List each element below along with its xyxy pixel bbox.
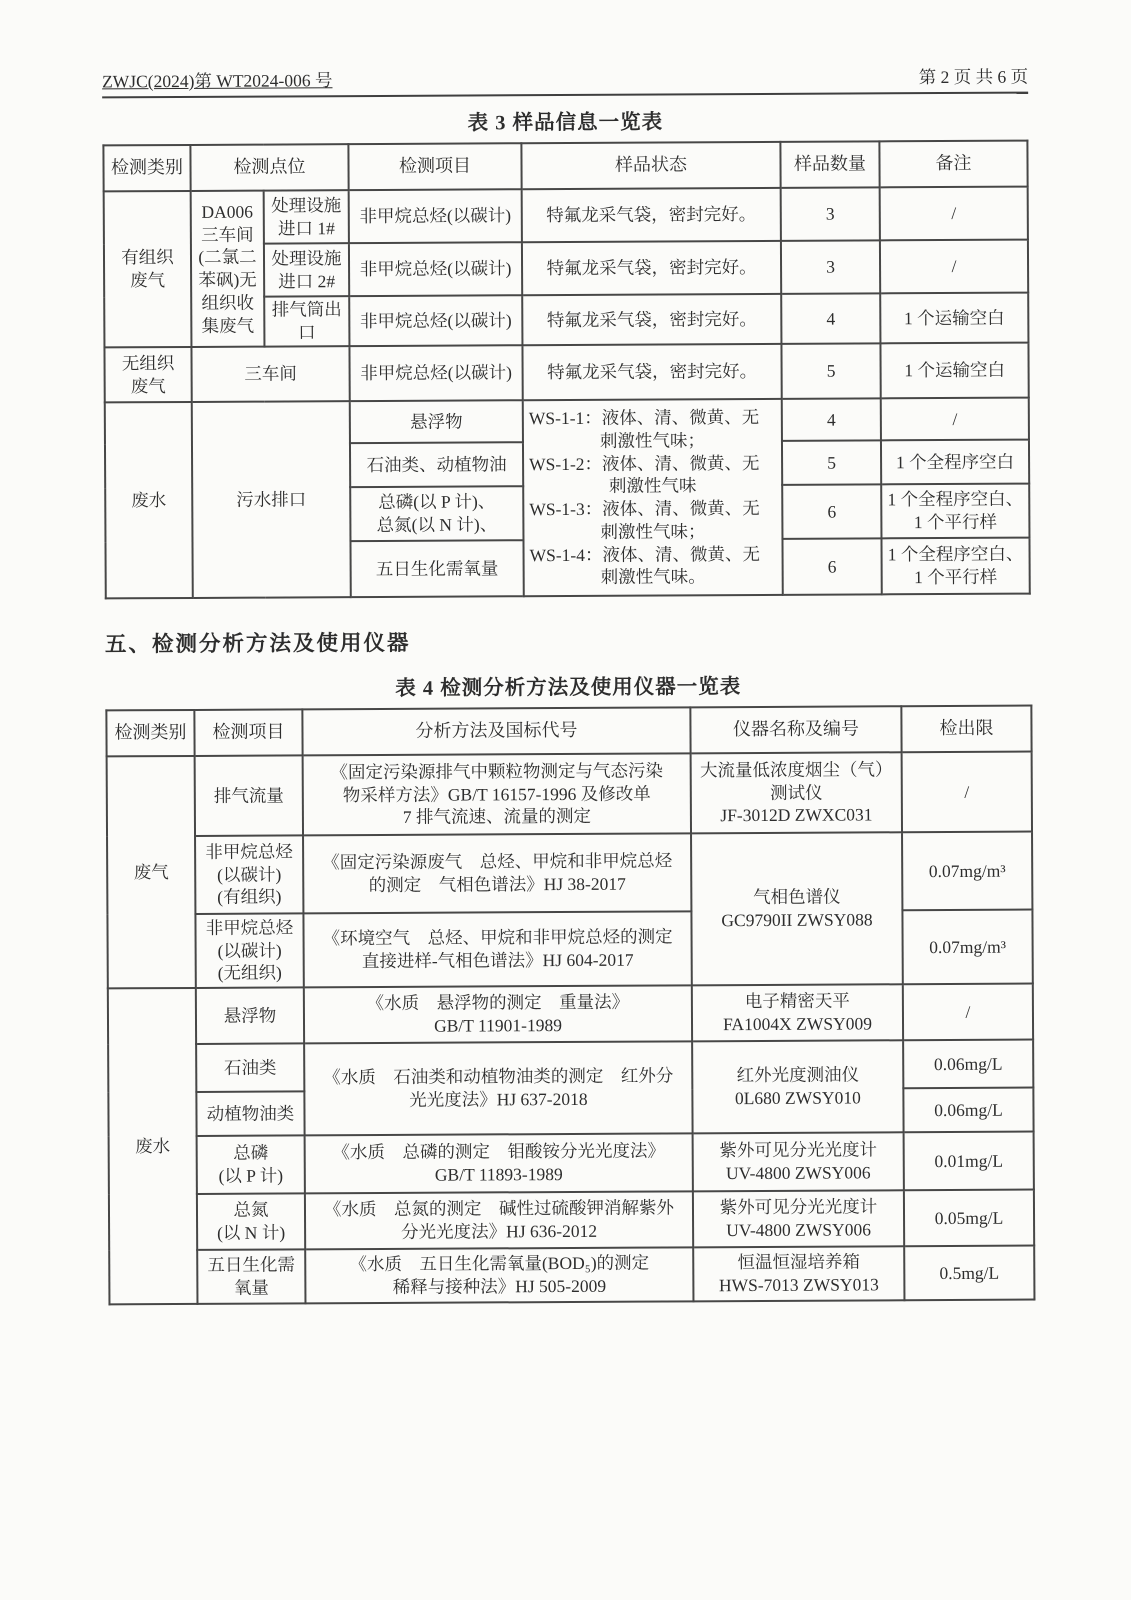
t4-col-header-category: 检测类别 — [106, 710, 194, 756]
t4-w6-limit: 0.5mg/L — [904, 1246, 1034, 1301]
t4-g1-method: 《固定污染源排气中颗粒物测定与气态污染 物采样方法》GB/T 16157-1996 及修改单 7 排气流速、流量的测定 — [303, 753, 691, 835]
t4-w1-instrument: 电子精密天平 FA1004X ZWSY009 — [692, 984, 903, 1041]
t4-w4-method: 《水质 总磷的测定 钼酸铵分光光度法》 GB/T 11893-1989 — [305, 1133, 693, 1193]
t4-w5-instrument: 紫外可见分光光度计 UV-4800 ZWSY006 — [693, 1190, 904, 1247]
methods-instruments-table — [105, 705, 1035, 1306]
table4-row-flow — [107, 752, 1032, 837]
t4-w6-instrument: 恒温恒湿培养箱 HWS-7013 ZWSY013 — [693, 1246, 904, 1301]
ws-1-1-line2: 刺激性气味； — [599, 430, 706, 451]
t3-unorganized-category: 无组织 废气 — [104, 347, 191, 402]
t4-col-header-instrument: 仪器名称及编号 — [690, 706, 901, 753]
table3-header-row — [103, 141, 1027, 192]
t3-r1-item: 非甲烷总烃(以碳计) — [349, 189, 522, 243]
table4-row-suspended — [108, 984, 1033, 1045]
t4-col-header-item: 检测项目 — [194, 709, 302, 756]
page-content — [102, 64, 1034, 1306]
sample-info-table — [102, 140, 1030, 600]
t3-wastewater-status — [523, 399, 783, 596]
t4-g3-method: 《环境空气 总烃、甲烷和非甲烷总烃的测定 直接进样-气相色谱法》HJ 604-2017 — [303, 911, 691, 987]
t3-r2-remark: / — [880, 240, 1028, 294]
t3-col-header-qty: 样品数量 — [780, 141, 879, 188]
table4-row-nmhc-organized — [107, 832, 1032, 915]
table4-row-tn — [109, 1190, 1034, 1251]
t3-r4-status: 特氟龙采气袋，密封完好。 — [522, 344, 781, 400]
table4-title: 表 4 检测分析方法及使用仪器一览表 — [395, 676, 742, 700]
t4-w6-item: 五日生化需 氧量 — [197, 1249, 305, 1304]
t4-oil-shared-instrument: 红外光度测油仪 0L680 ZWSY010 — [692, 1040, 903, 1133]
t4-w2-limit: 0.06mg/L — [903, 1040, 1033, 1089]
t4-g1-limit: / — [902, 752, 1032, 833]
ws-1-2-line2: 刺激性气味 — [608, 475, 697, 497]
ws-1-3-line2: 刺激性气味； — [600, 521, 706, 542]
t3-w3-remark: 1 个全程序空白、 1 个平行样 — [881, 484, 1029, 539]
ws-1-4-line1: WS-1-4：液体、清、微黄、无 — [529, 543, 761, 565]
ws-1-4-line2: 刺激性气味。 — [600, 566, 706, 588]
ws-1-3-line1: WS-1-3：液体、清、微黄、无 — [529, 497, 760, 520]
page-number: 第 2 页 共 6 页 — [918, 66, 1029, 88]
t3-wastewater-category: 废水 — [105, 402, 193, 598]
page-header — [102, 64, 1028, 99]
t4-col-header-method: 分析方法及国标代号 — [302, 707, 690, 755]
t4-g2-method: 《固定污染源废气 总烃、甲烷和非甲烷总烃 的测定 气相色谱法》HJ 38-2017 — [303, 833, 691, 913]
t3-w2-remark: 1 个全程序空白 — [881, 440, 1029, 485]
t4-w2-item: 石油类 — [196, 1043, 304, 1092]
t4-w4-instrument: 紫外可见分光光度计 UV-4800 ZWSY006 — [693, 1132, 904, 1191]
t4-w1-limit: / — [903, 984, 1033, 1041]
table3-row-wastewater-1 — [105, 398, 1029, 445]
t4-w4-item: 总磷 (以 P 计) — [197, 1135, 305, 1194]
ws-1-1-line1: WS-1-1：液体、清、微黄、无 — [528, 406, 760, 429]
t3-w4-remark: 1 个全程序空白、 1 个平行样 — [881, 538, 1029, 595]
table3-title: 表 3 样品信息一览表 — [467, 111, 664, 135]
t3-r1-status: 特氟龙采气袋，密封完好。 — [522, 188, 781, 242]
table4-row-bod — [109, 1246, 1034, 1305]
t4-g3-limit: 0.07mg/m³ — [902, 910, 1032, 985]
t3-w2-item: 石油类、动植物油 — [350, 442, 523, 487]
t3-r2-status: 特氟龙采气袋，密封完好。 — [522, 241, 781, 295]
t3-col-header-item: 检测项目 — [348, 143, 521, 190]
t4-g3-item: 非甲烷总烃 (以碳计) (无组织) — [195, 913, 303, 988]
t3-w1-item: 悬浮物 — [350, 400, 523, 443]
t4-w5-method: 《水质 总氮的测定 碱性过硫酸钾消解紫外 分光光度法》HJ 636-2012 — [305, 1191, 693, 1249]
t4-g1-instrument: 大流量低浓度烟尘（气） 测试仪 JF-3012D ZWXC031 — [691, 752, 902, 833]
t3-col-header-remark: 备注 — [879, 141, 1027, 188]
t3-w1-remark: / — [881, 398, 1029, 441]
t3-organized-category: 有组织 废气 — [104, 191, 192, 347]
t3-r3-point: 排气筒出 口 — [264, 296, 349, 346]
t4-g2-item: 非甲烷总烃 (以碳计) (有组织) — [195, 835, 303, 914]
t3-r1-point: 处理设施 进口 1# — [264, 190, 349, 243]
t4-g2-limit: 0.07mg/m³ — [902, 832, 1032, 911]
document-number: ZWJC(2024)第 WT2024-006 号 — [102, 70, 333, 92]
t4-w3-item: 动植物油类 — [196, 1091, 304, 1136]
t4-w5-limit: 0.05mg/L — [904, 1190, 1034, 1247]
t3-r1-remark: / — [880, 187, 1028, 241]
section5-title: 五、检测分析方法及使用仪器 — [104, 630, 411, 657]
t4-g1-item: 排气流量 — [195, 755, 303, 836]
t3-r4-item: 非甲烷总烃(以碳计) — [349, 345, 522, 401]
t3-r1-qty: 3 — [781, 187, 880, 241]
t4-w1-item: 悬浮物 — [196, 987, 304, 1044]
t3-w3-qty: 6 — [782, 484, 881, 539]
t3-w1-qty: 4 — [782, 398, 881, 441]
table3-row-organized-1 — [104, 187, 1028, 245]
t3-organized-point-main: DA006 三车间 (二氯二 苯砜)无 组织收 集废气 — [191, 191, 265, 347]
t3-w3-item: 总磷(以 P 计)、 总氮(以 N 计)、 — [350, 486, 523, 541]
t3-r3-qty: 4 — [781, 293, 880, 344]
t3-wastewater-point: 污水排口 — [192, 401, 351, 598]
t3-r3-item: 非甲烷总烃(以碳计) — [349, 295, 522, 346]
t3-r4-remark: 1 个运输空白 — [880, 343, 1028, 399]
table3-row-unorganized — [104, 343, 1028, 403]
t3-r2-item: 非甲烷总烃(以碳计) — [349, 242, 522, 296]
t3-unorganized-point: 三车间 — [191, 346, 349, 402]
ws-1-2-line1: WS-1-2：液体、清、微黄、无 — [529, 452, 760, 474]
t4-oil-shared-method: 《水质 石油类和动植物油类的测定 红外分 光光度法》HJ 637-2018 — [304, 1041, 692, 1135]
t4-col-header-limit: 检出限 — [901, 706, 1031, 753]
t3-col-header-status: 样品状态 — [521, 142, 780, 189]
t3-col-header-point: 检测点位 — [190, 144, 348, 191]
t3-r2-point: 处理设施 进口 2# — [264, 243, 349, 296]
t3-r4-qty: 5 — [781, 343, 880, 399]
t4-w3-limit: 0.06mg/L — [903, 1088, 1033, 1133]
t3-w2-qty: 5 — [782, 440, 881, 485]
t3-col-header-category: 检测类别 — [103, 145, 190, 191]
table4-row-petroleum — [108, 1040, 1033, 1093]
t4-w6-method: 《水质 五日生化需氧量(BOD₅)的测定 稀释与接种法》HJ 505-2009 — [305, 1247, 693, 1303]
t3-w4-item: 五日生化需氧量 — [350, 540, 523, 597]
t4-gas-category: 废气 — [107, 756, 196, 988]
t3-w4-qty: 6 — [782, 538, 881, 595]
t4-water-category: 废水 — [108, 988, 198, 1304]
table4-header-row — [106, 706, 1031, 757]
t3-r3-remark: 1 个运输空白 — [880, 293, 1028, 344]
t4-w4-limit: 0.01mg/L — [904, 1132, 1034, 1191]
t4-gas-shared-instrument: 气相色谱仪 GC9790II ZWSY088 — [691, 832, 903, 985]
table4-row-tp — [109, 1132, 1034, 1195]
t3-r2-qty: 3 — [781, 240, 880, 294]
t4-w5-item: 总氮 (以 N 计) — [197, 1193, 305, 1250]
t3-r3-status: 特氟龙采气袋，密封完好。 — [522, 294, 781, 345]
t4-w1-method: 《水质 悬浮物的测定 重量法》 GB/T 11901-1989 — [304, 985, 692, 1043]
